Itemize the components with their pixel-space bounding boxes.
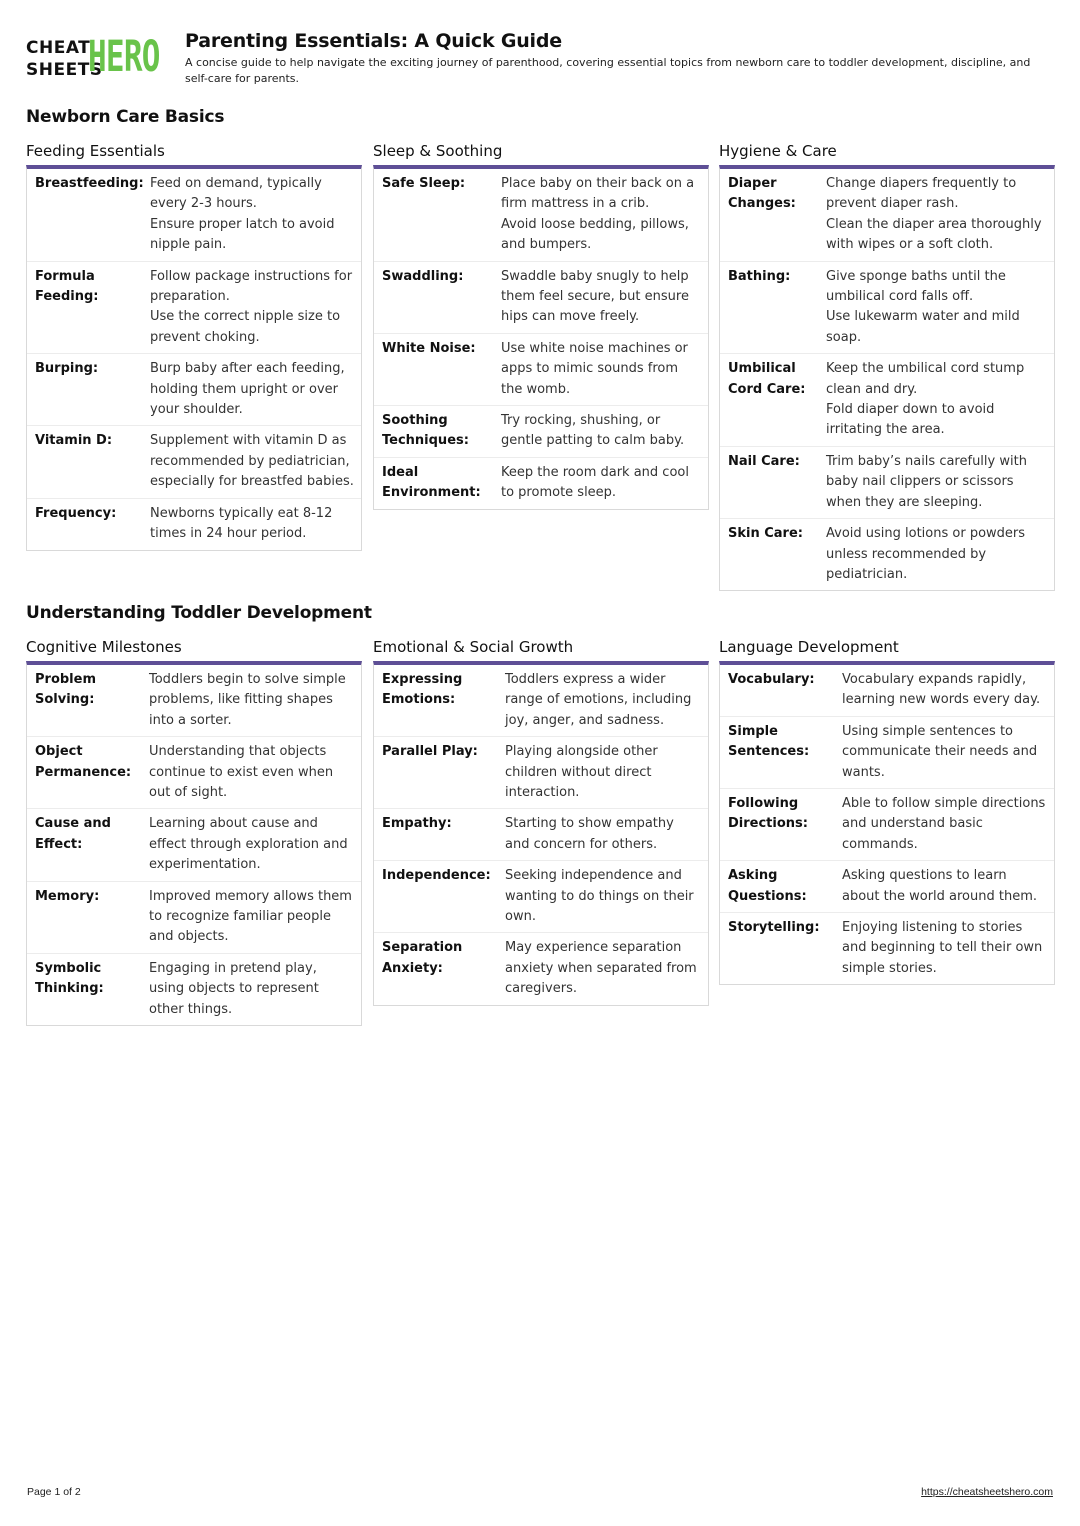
row-value-line: Asking questions to learn about the world around them. (842, 868, 1038, 904)
row-value (149, 959, 361, 1020)
table-row (374, 809, 708, 861)
row-label: Bathing: (728, 268, 791, 284)
table-row (27, 737, 361, 809)
row-value (149, 887, 361, 948)
row-label: Memory: (35, 888, 100, 904)
row-label: Safe Sleep: (382, 176, 466, 191)
row-label: Frequency: (35, 505, 117, 521)
row-value (149, 670, 361, 731)
row-value-line: Swaddle baby snugly to help them feel secure, but ensure hips can move freely. (501, 268, 689, 325)
table-row (27, 354, 361, 426)
column-feeding-essentials (26, 141, 362, 551)
row-value-line: Seeking independence and wanting to do things on their own. (505, 868, 694, 925)
row-label: Formula Feeding: (35, 268, 99, 305)
section-title: Understanding Toddler Development (26, 603, 372, 623)
row-label: Vitamin D: (35, 433, 113, 449)
section-title: Newborn Care Basics (26, 107, 225, 127)
table-row (27, 169, 361, 262)
row-value-line: Enjoying listening to stories and beginning to tell their own simple stories. (842, 920, 1043, 976)
row-label: Ideal Environment: (382, 464, 481, 501)
row-value-line: Vocabulary expands rapidly, learning new words every day. (842, 672, 1041, 708)
table-row (27, 882, 361, 954)
row-label: Burping: (35, 361, 99, 377)
row-value-line: Toddlers express a wider range of emotions, including joy, anger, and sadness. (505, 672, 692, 728)
row-label: Expressing Emotions: (382, 672, 463, 708)
table-row (374, 169, 708, 262)
row-value-line: Supplement with vitamin D as recommended by pediatrician, especially for breastfed babies. (150, 433, 354, 490)
row-value (505, 866, 708, 927)
row-label: Swaddling: (382, 268, 464, 284)
row-label: Skin Care: (728, 526, 803, 542)
table-row (720, 169, 1054, 262)
info-card (26, 165, 362, 551)
row-value (826, 174, 1054, 256)
row-value-line: Fold diaper down to avoid irritating the area. (826, 402, 995, 438)
row-value (826, 267, 1054, 349)
column-cognitive-milestones (26, 637, 362, 1026)
row-value (842, 722, 1054, 783)
column-language-development (719, 637, 1055, 985)
page-subtitle: A concise guide to help navigate the exciting journey of parenthood, covering essential topics from newborn care to toddler development, discipline, and self-care for parents. (185, 56, 1031, 85)
table-row (720, 789, 1054, 861)
table-row (720, 665, 1054, 717)
row-value (842, 670, 1054, 711)
row-value-line: Use white noise machines or apps to mimic sounds from the womb. (501, 340, 688, 397)
row-label: Object Permanence: (35, 744, 132, 780)
row-value (842, 918, 1054, 979)
row-label: Diaper Changes: (728, 176, 796, 212)
row-value-line: Give sponge baths until the umbilical cord falls off. (826, 268, 1006, 305)
table-row (720, 447, 1054, 519)
table-row (27, 426, 361, 498)
cheatsheetshero-logo[interactable] (26, 34, 171, 82)
table-row (27, 499, 361, 550)
row-label: Vocabulary: (728, 672, 815, 687)
row-value-line: Newborns typically eat 8-12 times in 24 hour period. (150, 505, 333, 542)
row-value-line: Improved memory allows them to recognize familiar people and objects. (149, 888, 352, 945)
info-card (719, 661, 1055, 985)
row-value-line: Feed on demand, typically every 2-3 hours. (150, 176, 322, 212)
row-value (149, 742, 361, 803)
table-row (720, 861, 1054, 913)
row-label: Symbolic Thinking: (35, 960, 104, 997)
row-label: Cause and Effect: (35, 816, 111, 852)
row-value-line: Learning about cause and effect through exploration and experimentation. (149, 816, 348, 873)
row-value (826, 524, 1054, 585)
row-label: Empathy: (382, 816, 452, 832)
table-row (374, 334, 708, 406)
row-value-line: Avoid using lotions or powders unless recommended by pediatrician. (826, 526, 1026, 582)
row-value (505, 670, 708, 731)
table-row (27, 809, 361, 881)
row-value-line: Use the correct nipple size to prevent choking. (150, 309, 341, 345)
row-label: Storytelling: (728, 920, 820, 936)
row-value-line: Engaging in pretend play, using objects to represent other things. (149, 960, 319, 1017)
row-label: Separation Anxiety: (382, 940, 463, 976)
row-value (150, 174, 361, 256)
column-emotional-social-growth (373, 637, 709, 1006)
info-card (719, 165, 1055, 591)
page-header (26, 30, 1056, 90)
row-value-line: Using simple sentences to communicate their needs and wants. (842, 723, 1038, 780)
column-title: Sleep & Soothing (373, 142, 503, 160)
row-value (826, 452, 1054, 513)
table-row (27, 954, 361, 1025)
row-label: Umbilical Cord Care: (728, 361, 806, 397)
row-value-line: Follow package instructions for preparation. (150, 268, 353, 305)
table-row (27, 262, 361, 355)
row-value-line: Able to follow simple directions and understand basic commands. (842, 796, 1046, 852)
row-label: Breastfeeding: (35, 176, 144, 191)
table-row (720, 519, 1054, 590)
row-value-line: Try rocking, shushing, or gentle patting to calm baby. (501, 413, 685, 449)
row-value-line: Starting to show empathy and concern for others. (505, 816, 674, 852)
row-value-line: Trim baby’s nails carefully with baby nail clippers or scissors when they are sleeping. (826, 453, 1027, 510)
row-value (149, 814, 361, 875)
row-value-line: Change diapers frequently to prevent diaper rash. (826, 176, 1017, 212)
row-value-line: Use lukewarm water and mild soap. (826, 309, 1020, 345)
table-row (720, 354, 1054, 447)
table-row (720, 913, 1054, 984)
row-value-line: Avoid loose bedding, pillows, and bumpers. (501, 216, 689, 253)
row-value-line: Playing alongside other children without direct interaction. (505, 744, 658, 801)
row-value-line: Understanding that objects continue to exist even when out of sight. (149, 744, 334, 801)
row-label: Following Directions: (728, 796, 808, 832)
row-label: White Noise: (382, 340, 476, 356)
row-value (501, 411, 708, 452)
row-label: Parallel Play: (382, 744, 478, 760)
row-label: Independence: (382, 868, 491, 884)
column-title: Emotional & Social Growth (373, 638, 574, 656)
row-value-line: Ensure proper latch to avoid nipple pain. (150, 216, 335, 253)
table-row (720, 262, 1054, 355)
row-value (826, 359, 1054, 441)
row-label: Simple Sentences: (728, 723, 810, 760)
row-label: Problem Solving: (35, 672, 96, 708)
row-value (505, 938, 708, 999)
row-value-line: May experience separation anxiety when separated from caregivers. (505, 940, 697, 997)
row-value-line: Keep the umbilical cord stump clean and dry. (826, 361, 1025, 397)
row-value-line: Keep the room dark and cool to promote sleep. (501, 464, 689, 501)
row-value (501, 463, 708, 504)
row-value (150, 431, 361, 492)
table-row (374, 406, 708, 458)
row-value-line: Clean the diaper area thoroughly with wipes or a soft cloth. (826, 216, 1042, 253)
logo-text-hero: HERO (88, 32, 160, 82)
row-label: Nail Care: (728, 453, 800, 469)
table-row (720, 717, 1054, 789)
row-label: Asking Questions: (728, 868, 807, 904)
row-value-line: Toddlers begin to solve simple problems, like fitting shapes into a sorter. (149, 672, 346, 728)
column-title: Cognitive Milestones (26, 638, 182, 656)
row-value (842, 866, 1054, 907)
page-title: Parenting Essentials: A Quick Guide (185, 30, 562, 52)
column-hygiene-care (719, 141, 1055, 591)
row-value-line: Place baby on their back on a firm mattress in a crib. (501, 176, 695, 212)
column-sleep-soothing (373, 141, 709, 510)
row-value (150, 267, 361, 349)
column-title: Hygiene & Care (719, 142, 837, 160)
row-value (150, 504, 361, 545)
logo-text-sheets: SHEETS (26, 60, 103, 80)
page-number: Page 1 of 2 (27, 1486, 81, 1498)
table-row (27, 665, 361, 737)
table-row (374, 737, 708, 809)
table-row (374, 933, 708, 1004)
row-value-line: Burp baby after each feeding, holding them upright or over your shoulder. (150, 361, 345, 418)
row-value (501, 174, 708, 256)
row-value (842, 794, 1054, 855)
row-value (505, 742, 708, 803)
table-row (374, 665, 708, 737)
row-value (501, 339, 708, 400)
table-row (374, 861, 708, 933)
column-title: Language Development (719, 638, 899, 656)
info-card (373, 165, 709, 510)
row-value (505, 814, 708, 855)
column-title: Feeding Essentials (26, 142, 165, 160)
logo-text-cheat: CHEAT (26, 38, 91, 58)
table-row (374, 458, 708, 509)
row-value (150, 359, 361, 420)
info-card (26, 661, 362, 1026)
row-value (501, 267, 708, 328)
info-card (373, 661, 709, 1006)
site-link[interactable]: https://cheatsheetshero.com (921, 1486, 1053, 1498)
table-row (374, 262, 708, 334)
row-label: Soothing Techniques: (382, 413, 469, 449)
